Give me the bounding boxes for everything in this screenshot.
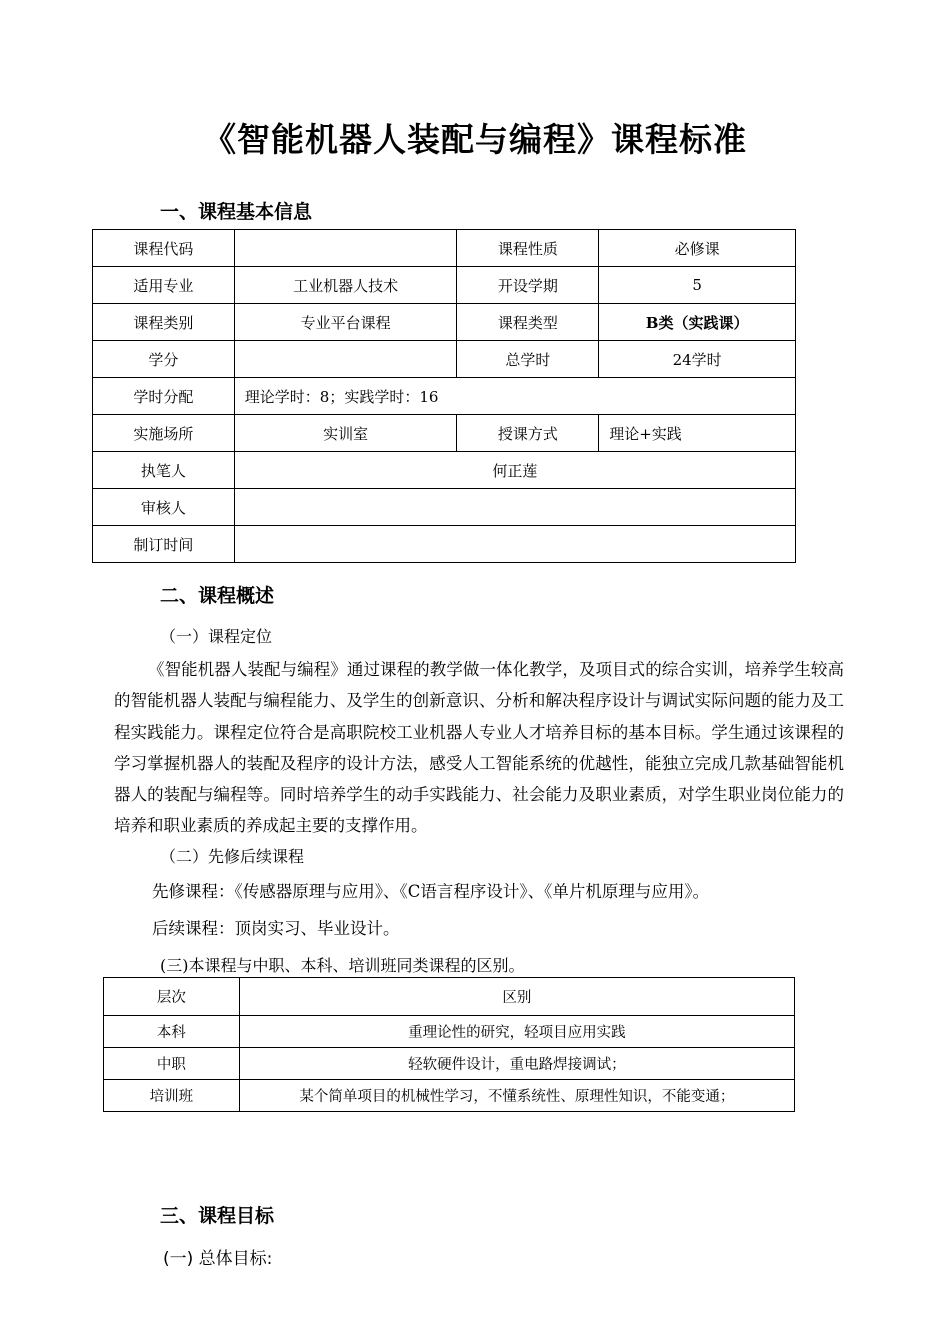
value-cell: 工业机器人技术 [234,267,457,304]
table-row [93,230,796,267]
value-cell: 何正莲 [234,452,795,489]
table-row [93,452,796,489]
label-cell: 课程类型 [457,304,599,341]
course-position-paragraph: 《智能机器人装配与编程》通过课程的教学做一体化教学，及项目式的综合实训，培养学生较高的智能机器人装配与编程能力、及学生的创新意识、分析和解决程序设计与调试实际问题的能力及工程实践能力。课程定位符合是高职院校工业机器人专业人才培养目标的基本目标。学生通过该课程的学习掌握机器人的装配及程序的设计方法，感受人工智能系统的优越性，能独立完成几款基础智能机器人的装配与编程等。同时培养学生的动手实践能力、社会能力及职业素质，对学生职业岗位能力的培养和职业素质的养成起主要的支撑作用。 [114,660,844,836]
label-cell: 审核人 [93,489,235,526]
label-cell: 学时分配 [93,378,235,415]
value-cell: 24学时 [599,341,796,378]
value-cell [234,341,457,378]
table-row [104,1048,795,1080]
value-cell: 理论学时：8；实践学时：16 [234,378,795,415]
table-row [93,304,796,341]
table-row [93,415,796,452]
table-row [104,1016,795,1048]
value-cell: 5 [599,267,796,304]
header-cell: 区别 [239,978,794,1016]
label-cell: 学分 [93,341,235,378]
value-cell: 必修课 [599,230,796,267]
label-cell: 适用专业 [93,267,235,304]
subheading-prerequisites: （二）先修后续课程 [160,847,305,866]
table-row [104,1080,795,1112]
level-cell: 中职 [104,1048,240,1080]
difference-cell: 重理论性的研究，轻项目应用实践 [239,1016,794,1048]
label-cell: 制订时间 [93,526,235,563]
value-cell: B类（实践课） [599,304,796,341]
table-row [93,378,796,415]
value-cell [234,230,457,267]
table-row [93,526,796,563]
subheading-course-position: （一）课程定位 [160,627,273,646]
value-cell: 理论+实践 [599,415,796,452]
page-title: 《智能机器人装配与编程》课程标准 [203,120,747,159]
difference-cell: 轻软硬件设计，重电路焊接调试； [239,1048,794,1080]
section3-heading: 三、课程目标 [160,1205,275,1227]
label-cell: 课程性质 [457,230,599,267]
level-cell: 本科 [104,1016,240,1048]
value-cell: 专业平台课程 [234,304,457,341]
label-cell: 开设学期 [457,267,599,304]
label-cell: 执笔人 [93,452,235,489]
value-cell [234,489,795,526]
value-cell [234,526,795,563]
table-row [93,267,796,304]
label-cell: 实施场所 [93,415,235,452]
label-cell: 课程类别 [93,304,235,341]
table-header-row [104,978,795,1016]
course-info-table [92,229,796,563]
comparison-table [103,977,795,1112]
label-cell: 授课方式 [457,415,599,452]
level-cell: 培训班 [104,1080,240,1112]
table-row [93,489,796,526]
subheading-comparison: (三)本课程与中职、本科、培训班同类课程的区别。 [160,956,525,975]
header-cell: 层次 [104,978,240,1016]
section1-heading: 一、课程基本信息 [160,201,313,223]
label-cell: 总学时 [457,341,599,378]
difference-cell: 某个简单项目的机械性学习，不懂系统性、原理性知识，不能变通； [239,1080,794,1112]
label-cell: 课程代码 [93,230,235,267]
table-row [93,341,796,378]
prerequisite-courses: 先修课程：《传感器原理与应用》、《C语言程序设计》、《单片机原理与应用》。 [152,882,710,901]
follow-up-courses: 后续课程：顶岗实习、毕业设计。 [152,919,400,938]
subheading-overall-goal: (一) 总体目标: [163,1249,273,1269]
section2-heading: 二、课程概述 [160,585,275,607]
value-cell: 实训室 [234,415,457,452]
